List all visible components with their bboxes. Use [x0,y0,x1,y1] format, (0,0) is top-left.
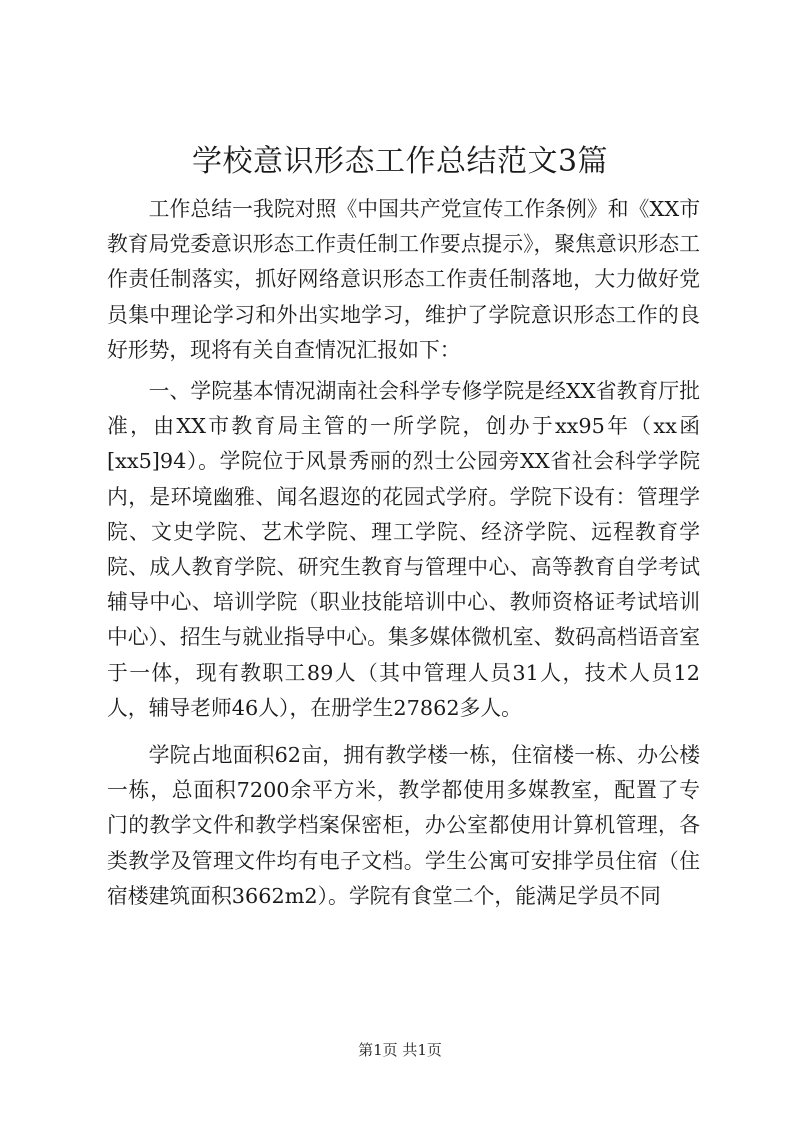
document-title: 学校意识形态工作总结范文3篇 [191,144,609,179]
document-body [107,192,700,914]
paragraph-intro: 工作总结一我院对照《中国共产党宣传工作条例》和《XX市教育局党委意识形态工作责任制工作要点提示》，聚焦意识形态工作责任制落实，抓好网络意识形态工作责任制落地，大力做好党员集中理论学习和外出实地学习，维护了学院意识形态工作的良好形势，现将有关自查情况汇报如下： [107,197,700,362]
paragraph-campus: 学院占地面积62亩，拥有教学楼一栋，住宿楼一栋、办公楼一栋，总面积7200余平方米，教学都使用多媒教室，配置了专门的教学文件和教学档案保密柜，办公室都使用计算机管理，各类教学及管理文件均有电子文档。学生公寓可安排学员住宿（住宿楼建筑面积3662m2）。学院有食堂二个，能满足学员不同 [107,743,700,908]
paragraph-basic-info: 一、学院基本情况湖南社会科学专修学院是经XX省教育厅批准，由XX市教育局主管的一所学院，创办于xx95年（xx函[xx5]94）。学院位于风景秀丽的烈士公园旁XX省社会科学学院内，是环境幽雅、闻名遐迩的花园式学府。学院下设有：管理学院、文史学院、艺术学院、理工学院、经济学院、远程教育学院、成人教育学院、研究生教育与管理中心、高等教育自学考试辅导中心、培训学院（职业技能培训中心、教师资格证考试培训中心）、招生与就业指导中心。集多媒体微机室、数码高档语音室于一体，现有教职工89人（其中管理人员31人，技术人员12人，辅导老师46人），在册学生27862多人。 [107,379,700,720]
page-footer: 第1页 共1页 [358,1041,442,1059]
